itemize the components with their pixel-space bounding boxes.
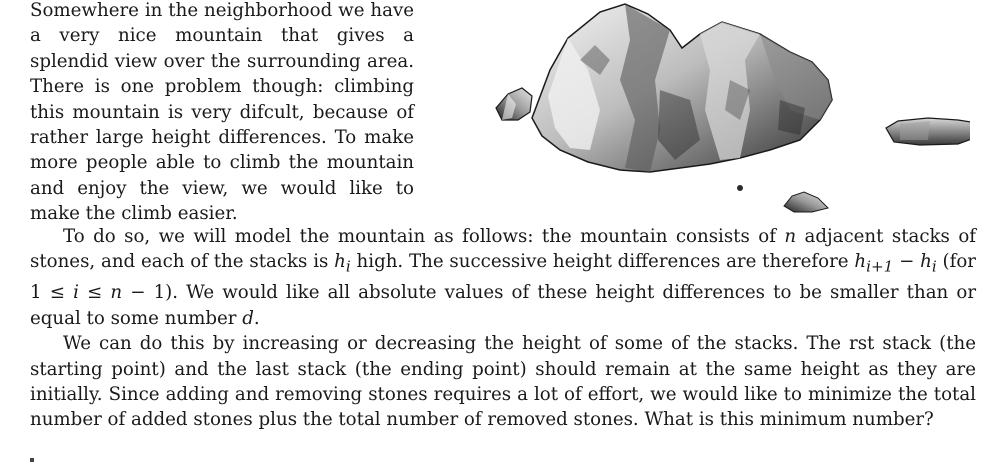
p2-text-1: To do so, we will model the mountain as follows: the mountain consists of <box>63 226 785 247</box>
main-rock <box>532 4 832 172</box>
range-minus-one: − 1 <box>122 282 166 304</box>
body-text <box>30 224 976 433</box>
var-h-next: h <box>854 251 867 273</box>
range-le: ≤ <box>78 282 111 304</box>
range-n: n <box>110 282 123 304</box>
var-h: h <box>334 251 346 273</box>
flat-rock-right <box>886 118 970 145</box>
pebble-bottom <box>784 192 828 212</box>
p2-text-2: adjacent stacks of stones, and each of the stacks is <box>30 226 976 273</box>
paragraph-objective: We can do this by increasing or decreasing the height of some of the stacks. The rst stack (the starting point) and the last stack (the ending point) should remain at the same height as they are initially. Since adding and removing stones requires a lot of effort, we would like to minimize the total number of added stones plus the total number of removed stones. What is this minimum number? <box>30 333 976 431</box>
problem-statement <box>30 0 976 463</box>
sub-i-plus-1: i+1 <box>866 258 894 277</box>
mountain-illustration <box>460 0 970 220</box>
var-n: n <box>784 226 797 247</box>
minus-sign: − <box>893 251 921 273</box>
paragraph-model <box>30 224 976 331</box>
p2-text-4: (for <box>936 251 976 273</box>
tiny-pebble <box>737 185 743 191</box>
range-start: 1 ≤ <box>30 282 74 304</box>
p2-text-3: high. The successive height differences are therefore <box>350 251 855 273</box>
sub-i-2: i <box>931 258 937 277</box>
page-corner-mark <box>30 458 34 462</box>
var-h-cur: h <box>920 251 932 273</box>
sub-i: i <box>345 258 351 277</box>
p2-text-6: . <box>253 307 260 329</box>
p2-text-5: ). We would like all absolute values of these height differences to be smaller than or equal to some number <box>30 282 977 329</box>
intro-paragraph: Somewhere in the neighborhood we have a very nice mountain that gives a splendid view over the surrounding area. There is one problem though: climbing this mountain is very difcult, because of rather large height differences. To make more people able to climb the mountain and enjoy the view, we would like to make the climb easier. <box>30 0 414 225</box>
small-rock-left <box>496 88 532 120</box>
var-d: d <box>242 307 254 329</box>
range-i: i <box>73 282 79 304</box>
